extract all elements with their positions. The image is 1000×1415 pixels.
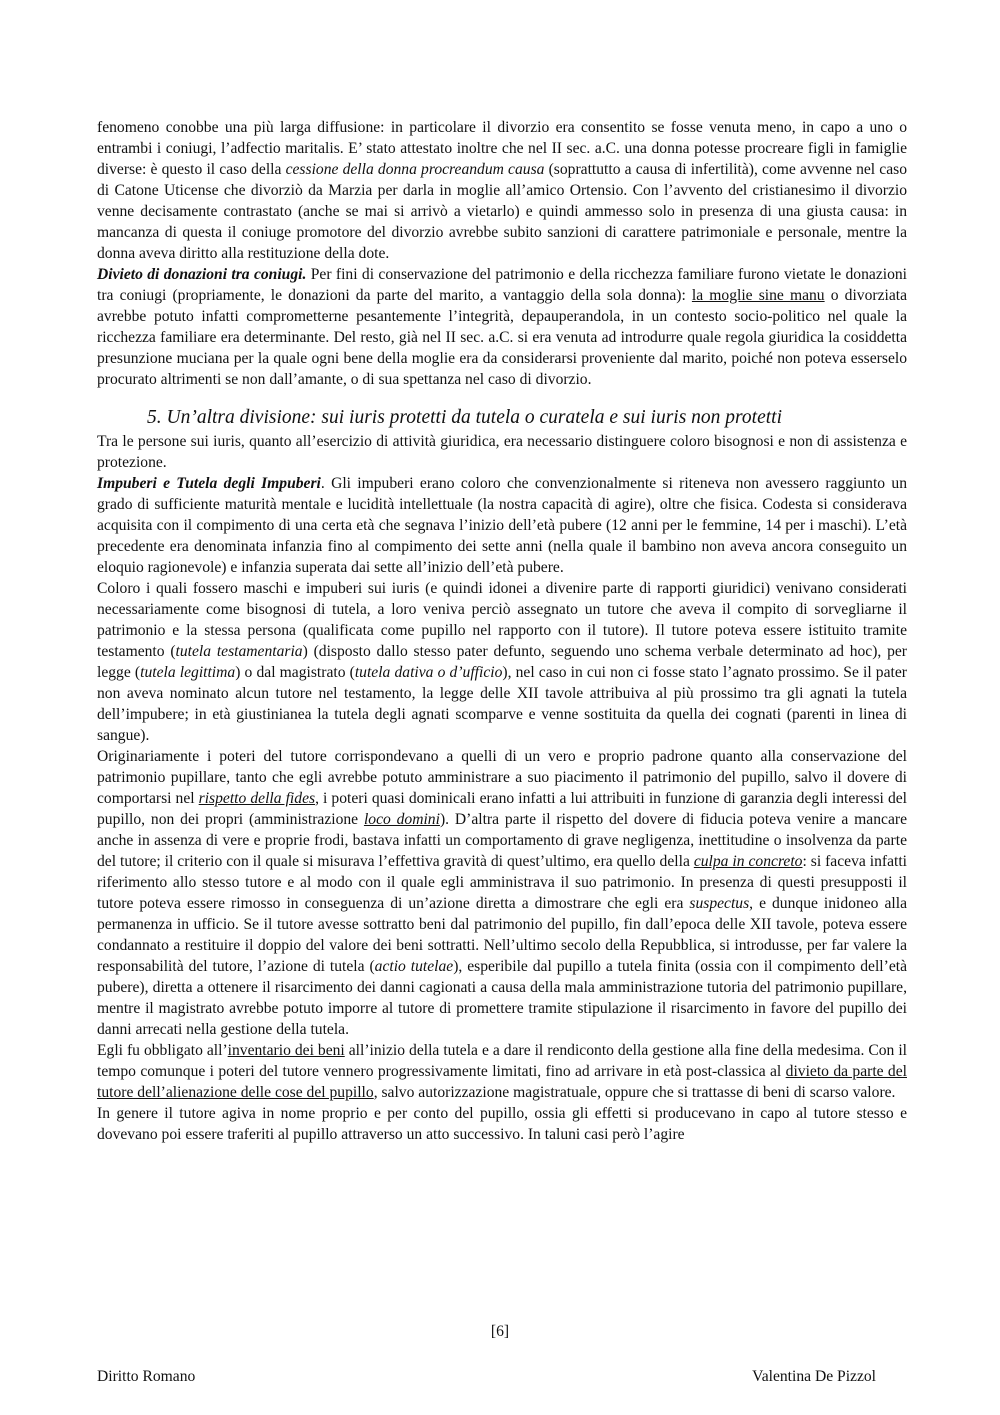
underlined-text: la moglie sine manu — [691, 287, 825, 304]
underlined-text: inventario dei beni — [227, 1042, 345, 1059]
paragraph — [97, 117, 907, 264]
underlined-italic-term: loco domini — [363, 811, 440, 828]
text-run: ) o dal magistrato ( — [235, 664, 355, 681]
text-run: Coloro i quali fossero maschi e impuberi sui iuris (e quindi idonei a divenire parte di rapporti giuridici) venivano considerati necessariamente come bisognosi di tutela, a loro veniva perciò assegnato un tutore che aveva il compito di sorvegliarne il patrimonio e la stessa persona (qualificata come pupillo nel rapporto con il tutore). Il tutore poteva essere istituito tramite testamento ( — [97, 580, 907, 660]
bold-italic-subheading: Divieto di donazioni tra coniugi. — [97, 266, 307, 283]
underlined-italic-term: rispetto della fides — [198, 790, 316, 807]
page-number: [6] — [490, 1323, 510, 1340]
text-run: . Gli impuberi erano coloro che convenzionalmente si riteneva non avessero raggiunto un grado di sufficiente maturità mentale e lucidità intellettuale (la nostra capacità di agire), oltre che fisica. Codesta si considerava acquisita con il compimento di una certa età che segnava l’inizio dell’età pubere (12 anni per le femmine, 14 per i maschi). L’età precedente era denominata infanzia fino al compimento dei sette anni (nella quale il bambino non aveva ancora conseguito un eloquio ragionevole) e infanzia superata dai sette all’inizio dell’età pubere. — [97, 475, 907, 576]
paragraph — [97, 1103, 907, 1145]
text-run: In genere il tutore agiva in nome proprio e per conto del pupillo, ossia gli effetti si producevano in capo al tutore stesso e dovevano poi essere traferiti al pupillo attraverso un atto successivo. In taluni casi però l’agire — [97, 1105, 907, 1143]
text-run: Per fini di conservazione del patrimonio e della ricchezza familiare furono vietate le donazioni tra coniugi (propriamente, le donazioni da parte del marito, a vantaggio della sola donna): — [97, 266, 907, 304]
text-run: ) (disposto dallo stesso pater defunto, seguendo uno schema verbale determinato ad hoc), per legge ( — [97, 643, 907, 681]
text-run: all’inizio della tutela e a dare il rendiconto della gestione alla fine della medesima. Con il tempo comunque i poteri del tutore vennero progressivamente limitati, fino ad arrivare in età post-classica al — [97, 1042, 907, 1080]
text-run: fenomeno conobbe una più larga diffusione: in particolare il divorzio era consentito se fosse venuta meno, in capo a uno o entrambi i coniugi, l’adfectio maritalis. E’ stato attestato inoltre che nel II sec. a.C. una donna potesse procreare figli in famiglie diverse: è questo il caso della — [97, 119, 907, 178]
paragraph — [97, 264, 907, 390]
text-run: ), esperibile dal pupillo a tutela finita (ossia con il compimento dell’età pubere), diretta a ottenere il risarcimento dei danni cagionati a causa della mala amministrazione tutoria del patrimonio pupillare, mentre il magistrato avrebbe potuto imporre al tutore di promettere tramite stipulazione il risarcimento in favore del pupillo dei danni arrecati nella gestione della tutela. — [97, 958, 908, 1038]
text-run: , i poteri quasi dominicali erano infatti a lui attribuiti in funzione di garanzia degli interessi del pupillo, non dei propri (amministrazione — [97, 790, 907, 828]
text-run: (soprattutto a causa di infertilità), come avvenne nel caso di Catone Uticense che divorziò da Marzia per darla in moglie all’amico Ortensio. Con l’avvento del cristianesimo il divorzio venne decisamente contrastato (anche se mai si arrivò a vietarlo) e quindi ammesso solo in presenza di una giusta causa: in mancanza di questa il coniuge promotore del divorzio avrebbe subito sanzioni di carattere patrimoniale e personale, mentre la donna aveva diritto alla restituzione della dote. — [97, 161, 907, 262]
italic-term: cessione della donna procreandum causa — [285, 161, 545, 178]
text-run: , salvo autorizzazione magistratuale, oppure che si trattasse di beni di scarso valore. — [373, 1084, 896, 1101]
footer-course-title: Diritto Romano — [97, 1368, 196, 1385]
italic-term: tutela legittima — [140, 664, 236, 681]
text-run: Tra le persone sui iuris, quanto all’esercizio di attività giuridica, era necessario distinguere coloro bisognosi e non di assistenza e protezione. — [97, 433, 907, 471]
italic-term: actio tutelae — [374, 958, 454, 975]
text-run: Egli fu obbligato all’ — [97, 1042, 228, 1059]
paragraph — [97, 578, 907, 746]
text-run: , e dunque inidoneo alla permanenza in ufficio. Se il tutore avesse sottratto beni dal patrimonio del pupillo, fin dall’epoca delle XII tavole, poteva essere condannato a restituire il doppio del valore dei beni sottratti. Nell’ultimo secolo della Repubblica, si introdusse, per far valere la responsabilità del tutore, l’azione di tutela ( — [97, 895, 907, 975]
footer-author: Valentina De Pizzol — [752, 1368, 876, 1385]
text-run: : si faceva infatti riferimento allo stesso tutore e al modo con il quale egli amministrava il suo patrimonio. In presenza di questi presupposti il tutore poteva essere rimosso in conseguenza di un’azione diretta a dimostrare che egli era — [97, 853, 907, 912]
text-run: ). D’altra parte il rispetto del dovere di fiducia poteva venire a mancare anche in assenza di vere e proprie frodi, bastava infatti un comportamento di grave negligenza, inettitudine o insolvenza da parte del tutore; il criterio con il quale si misurava l’effettiva gravità di quest’ultimo, era quello della — [97, 811, 907, 870]
paragraph — [97, 1040, 907, 1103]
text-run: o divorziata avrebbe potuto infatti comprometterne pesantemente l’integrità, depauperandola, in un contesto socio-politico nel quale la ricchezza familiare era determinante. Del resto, già nel II sec. a.C. si era venuta ad introdurre quale regola giuridica la cosiddetta presunzione muciana per la quale ogni bene della moglie era da considerarsi proveniente dal marito, poiché non poteva esserselo procurato altrimenti se non dall’amante, o di sua spettanza nel caso di divorzio. — [97, 287, 907, 388]
italic-term: tutela dativa o d’ufficio — [354, 664, 503, 681]
paragraph — [97, 746, 907, 1040]
underlined-italic-term: culpa in concreto — [693, 853, 803, 870]
text-run: Originariamente i poteri del tutore corrispondevano a quelli di un vero e proprio padrone quanto alla conservazione del patrimonio pupillare, tanto che egli avrebbe potuto amministrare a suo piacimento il patrimonio del pupillo, salvo il dovere di comportarsi nel — [97, 748, 907, 807]
bold-italic-subheading: Impuberi e Tutela degli Impuberi — [97, 475, 321, 492]
underlined-text: divieto da parte del tutore dell’alienazione delle cose del pupillo — [97, 1063, 907, 1101]
text-run: ), nel caso in cui non ci fosse stato l’agnato prossimo. Se il pater non aveva nominato alcun tutore nel testamento, la legge delle XII tavole attribuiva al più prossimo tra gli agnati la tutela dell’impubere; in età giustinianea la tutela degli agnati scomparve e venne sostituita da quella dei cognati (parenti in linea di sangue). — [97, 664, 907, 744]
text-run: 5. Un’altra divisione: sui iuris protetti da tutela o curatela e sui iuris non protetti — [147, 407, 782, 428]
paragraph — [97, 473, 907, 578]
section-heading — [147, 405, 907, 431]
italic-term: suspectus — [689, 895, 750, 912]
italic-term: tutela testamentaria — [175, 643, 303, 660]
paragraph — [97, 431, 907, 473]
body-text — [97, 117, 907, 1145]
